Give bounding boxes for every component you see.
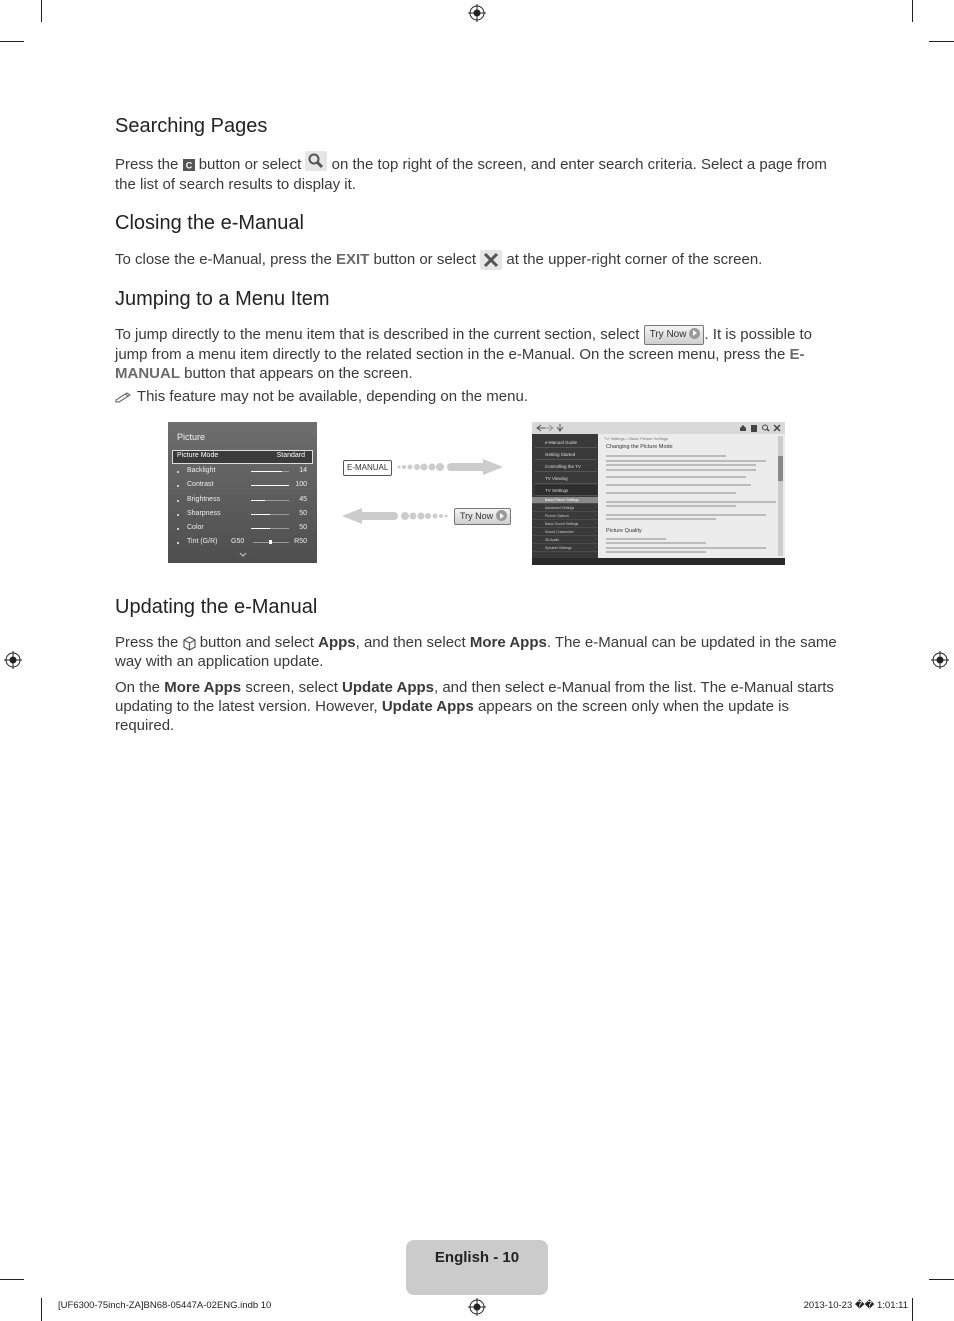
emanual-submenu-item: Picture Options <box>532 513 598 520</box>
updating-paragraph-1: Press the button and select Apps, and then select More Apps. The e-Manual can be updated in the same way with an application update. <box>115 634 837 670</box>
note: This feature may not be available, depending on the menu. <box>115 388 528 405</box>
emanual-submenu-item: Sound Customizer <box>532 529 598 536</box>
picture-menu-panel <box>168 422 317 563</box>
close-icon <box>480 250 502 270</box>
note-pencil-icon <box>115 391 133 403</box>
crop-mark <box>912 1298 913 1321</box>
emanual-toolbar <box>532 422 785 434</box>
crop-mark <box>41 1298 42 1321</box>
play-icon <box>496 510 507 521</box>
emanual-menu-item: Controlling the TV <box>535 461 597 472</box>
page-number: English - 10 <box>434 1249 520 1266</box>
emanual-submenu-item: 3D Audio <box>532 537 598 544</box>
section-title-updating: Updating the e-Manual <box>115 596 318 618</box>
smart-hub-icon <box>183 636 196 651</box>
picture-setting-row: Contrast 100 <box>168 481 317 491</box>
emanual-menu-item: Getting Started <box>535 449 597 460</box>
registration-mark-icon <box>4 651 22 669</box>
search-icon <box>305 151 327 171</box>
emanual-menu-item: TV Settings <box>535 485 597 496</box>
svg-text:C: C <box>185 160 192 171</box>
emanual-submenu-item: Basic Picture Settings <box>532 497 598 504</box>
section-title-searching: Searching Pages <box>115 115 268 137</box>
slug-date: 2013-10-23 �� 1:01:11 <box>803 1300 908 1311</box>
picture-setting-row: Color 50 <box>168 524 317 534</box>
registration-mark-icon <box>468 1298 486 1316</box>
registration-mark-icon <box>931 651 949 669</box>
emanual-label: E-MANUAL <box>115 346 805 383</box>
emanual-content: TV Settings > Basic Picture Settings Changing the Picture Mode Picture Quality <box>598 434 785 558</box>
page-number-tab <box>406 1240 548 1295</box>
emanual-screen <box>532 422 785 565</box>
exit-label: EXIT <box>335 251 370 268</box>
crop-mark <box>912 0 913 22</box>
nav-arrows-icon <box>535 424 565 432</box>
left-arrow-icon <box>340 506 450 526</box>
searching-paragraph: Press the C button or select on the top right of the screen, and enter search criteria. Select a page from the list of search results to display it. <box>115 155 837 194</box>
emanual-button: E-MANUAL <box>343 460 392 476</box>
crop-mark <box>0 41 24 42</box>
crop-mark <box>929 41 954 42</box>
crop-mark <box>0 1279 24 1280</box>
crop-mark <box>41 0 42 22</box>
c-button-icon <box>183 159 195 171</box>
emanual-footer <box>532 558 785 565</box>
right-arrow-icon <box>395 457 505 477</box>
tint-row: Tint (G/R) G50 R50 <box>168 538 317 548</box>
crop-mark <box>929 1279 954 1280</box>
emanual-submenu-item: Basic Sound Settings <box>532 521 598 528</box>
emanual-sidebar <box>532 434 598 565</box>
registration-mark-icon <box>468 4 486 22</box>
section-title-closing: Closing the e-Manual <box>115 212 304 234</box>
play-icon <box>689 328 700 339</box>
chevron-down-icon <box>239 552 247 557</box>
picture-setting-row: Backlight 14 <box>168 467 317 477</box>
emanual-menu-item: e-Manual Guide <box>535 437 597 448</box>
emanual-scrollbar <box>778 436 783 556</box>
updating-paragraph-2: On the More Apps screen, select Update Apps, and then select e-Manual from the list. The e-Manual starts updating to the latest version. However, Update Apps appears on the screen only when the update is required. <box>115 679 834 734</box>
picture-mode-row: Picture Mode Standard <box>172 450 313 464</box>
emanual-submenu-item: Advanced Settings <box>532 505 598 512</box>
picture-setting-row: Sharpness 50 <box>168 510 317 520</box>
slug-file: [UF6300-75inch-ZA]BN68-05447A-02ENG.indb 10 <box>58 1300 272 1311</box>
section-title-jumping: Jumping to a Menu Item <box>115 288 330 310</box>
try-now-figure-button: Try Now <box>454 508 511 525</box>
emanual-menu-item: TV Viewing <box>535 473 597 484</box>
jumping-paragraph: To jump directly to the menu item that is described in the current section, select Try Now . It is possible to jump from a menu item directly to the related section in the e-Manual. On the screen menu, press the E-MANUAL button that appears on the screen. <box>115 326 813 383</box>
emanual-submenu-item: Speaker Settings <box>532 545 598 552</box>
picture-menu-title: Picture <box>177 432 206 442</box>
try-now-button: Try Now <box>644 325 705 345</box>
emanual-toolbar-icons <box>739 424 783 432</box>
picture-setting-row: Brightness 45 <box>168 496 317 506</box>
closing-paragraph: To close the e-Manual, press the EXIT button or select at the upper-right corner of the screen. <box>115 250 837 270</box>
